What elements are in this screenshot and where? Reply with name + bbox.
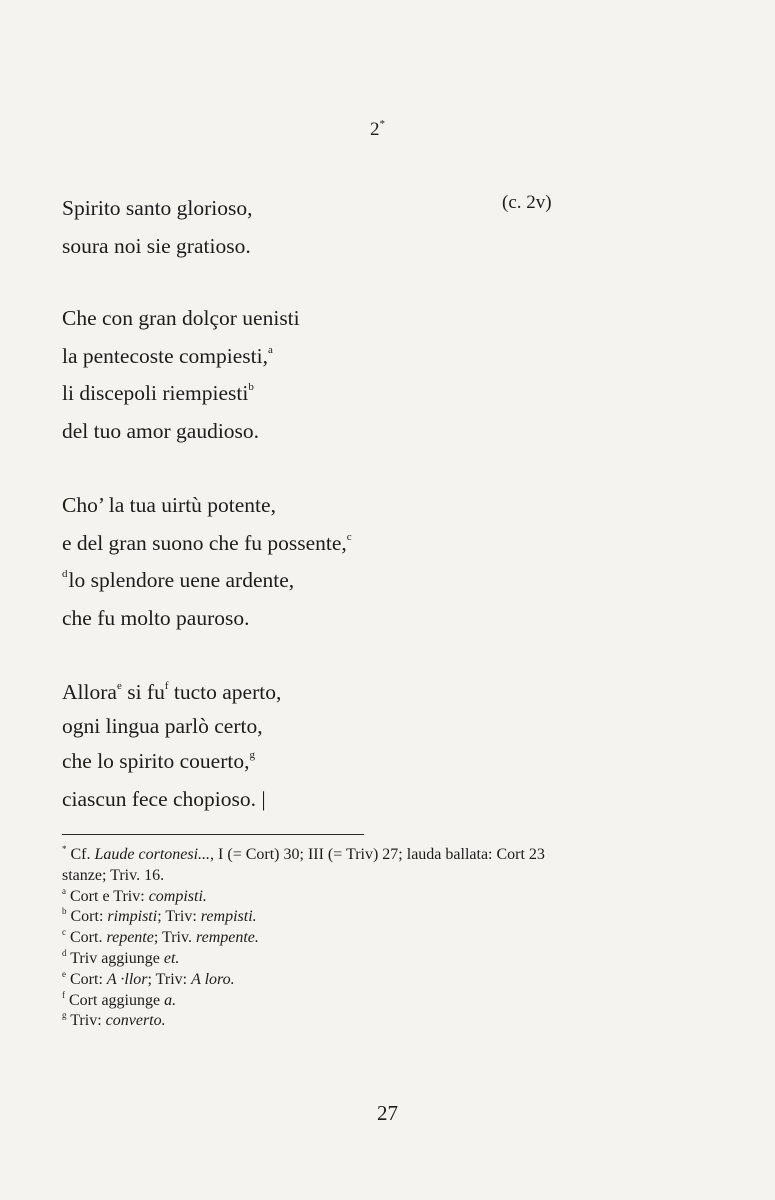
footnote-star: * Cf. Laude cortonesi..., I (= Cort) 30; III (= Triv) 27; lauda ballata: Cort 23 <box>62 844 545 863</box>
page-number: 27 <box>377 1101 398 1125</box>
verse-line: $^d$lo splendore uene ardente, <box>62 568 295 592</box>
footnote-ref: g <box>249 749 255 761</box>
verse-line: e del gran suono che fu possente,$^c$ <box>62 530 352 555</box>
verse-line: la pentecoste compiesti,$^a$ <box>62 343 273 368</box>
stanza-4 <box>62 675 702 818</box>
footnote-divider <box>62 834 364 835</box>
stanza-1 <box>62 190 702 265</box>
poem-number <box>0 118 765 141</box>
footnote-g: $^g$ Triv: converto. <box>62 1010 166 1030</box>
footnote-e: $^e$ Cort: A ·llor; Triv: A loro. <box>62 968 235 988</box>
footnote-c: $^c$ Cort. repente; Triv. rempente. <box>62 927 259 947</box>
footnote-ref: b <box>248 381 254 393</box>
verse-line: del tuo amor gaudioso. <box>62 418 260 443</box>
footnote-ref: d <box>62 568 68 580</box>
footnote-b: $^b$ Cort: rimpisti; Triv: rempisti. <box>62 906 257 926</box>
stanza-3 <box>62 487 702 637</box>
verse-line: Spirito santo glorioso, <box>62 196 253 220</box>
footnote-ref: c <box>346 530 352 543</box>
verse-line: ogni lingua parlò certo, <box>62 714 263 738</box>
verse-line: ciascun fece chopioso. | <box>62 786 266 811</box>
verse-line: Che con gran dolçor uenisti <box>62 306 300 330</box>
footnote-star-continued: stanze; Triv. 16. <box>62 866 165 884</box>
stanza-2 <box>62 300 702 450</box>
verse-line: Allora$^e$ si $fu^f$ tucto aperto, <box>62 680 282 704</box>
poem-number-marker: * <box>379 118 385 130</box>
verse-line: li discepoli riempiesti$^b$ <box>62 381 254 405</box>
verse-line: soura noi sie gratioso. <box>62 233 251 258</box>
verse-line: Cho’ la tua uirtù potente, <box>62 493 276 517</box>
verse-line: che lo spirito couerto,$^g$ <box>62 749 255 773</box>
poem-number-value: 2 <box>370 119 380 140</box>
footnotes <box>62 845 722 1032</box>
footnote-d: $^d$ Triv aggiunge et. <box>62 947 180 967</box>
footnote-f: $^f$ Cort aggiunge a. <box>62 989 177 1009</box>
folio-reference: (c. 2v) <box>502 192 552 213</box>
verse-line: che fu molto pauroso. <box>62 605 250 630</box>
footnote-ref: f <box>164 680 169 692</box>
footnote-ref: e <box>116 680 122 692</box>
footnote-a: $^a$ Cort e Triv: compisti. <box>62 885 207 905</box>
footnote-ref: a <box>267 343 273 356</box>
